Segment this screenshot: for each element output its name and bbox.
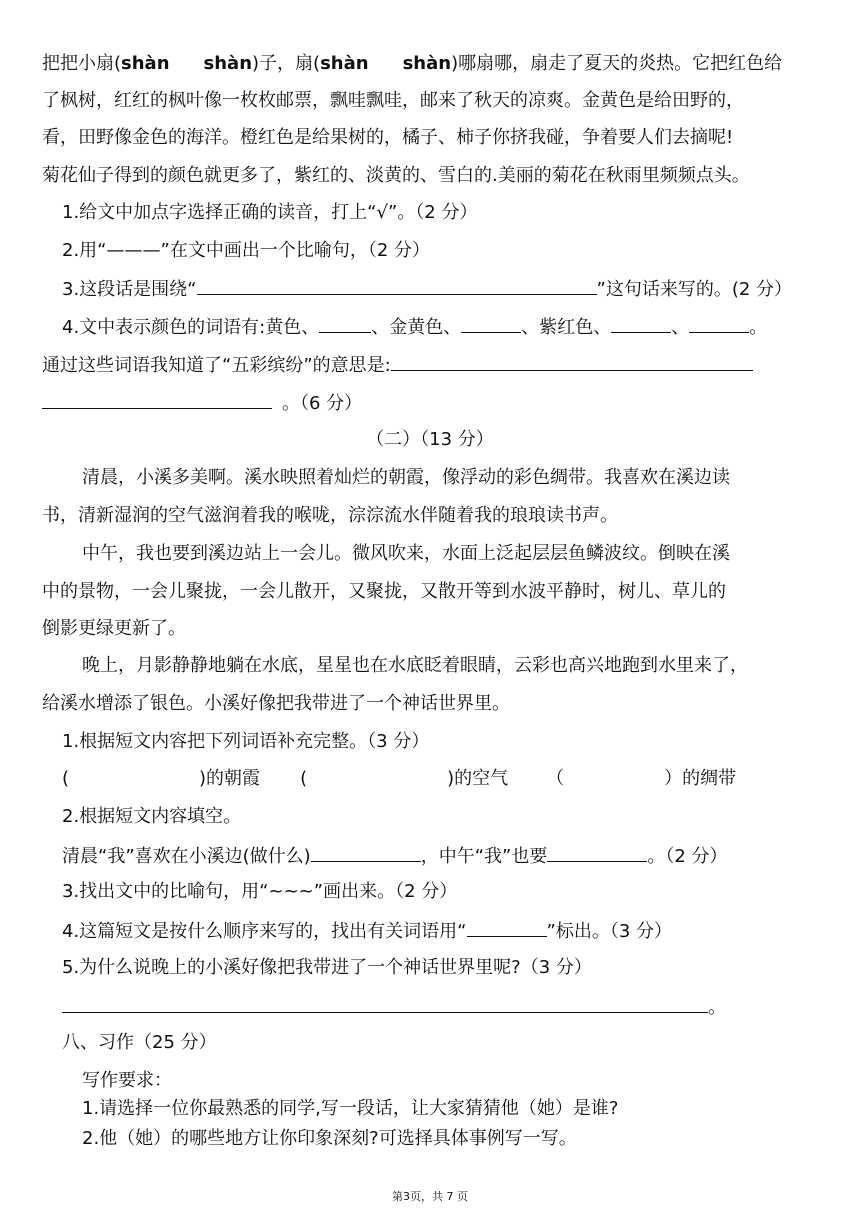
question-1-2: 2.用“———”在文中画出一个比喻句，（2 分） xyxy=(62,240,430,261)
question-2-4: 4.这篇短文是按什么顺序来写的，找出有关词语用“ ”标出。（3 分） xyxy=(62,918,842,944)
question-2-5: 5.为什么说晚上的小溪好像把我带进了一个神话世界里呢?（3 分） xyxy=(62,957,592,978)
passage1-line2: 了枫树，红红的枫叶像一枚枚邮票，飘哇飘哇，邮来了秋天的凉爽。金黄色是给田野的， xyxy=(42,90,744,111)
passage2-p3-line1: 晚上，月影静静地躺在水底，星星也在水底眨着眼睛，云彩也高兴地跑到水里来了， xyxy=(82,655,748,676)
question-2-1-blanks: ( )的朝霞 ( )的空气 （ ）的绸带 xyxy=(62,768,737,789)
writing-requirements-label: 写作要求： xyxy=(82,1070,172,1091)
answer-blank[interactable] xyxy=(62,994,708,1013)
answer-blank[interactable] xyxy=(197,276,597,295)
passage1-line4: 菊花仙子得到的颜色就更多了，紫红的、淡黄的、雪白的.美丽的菊花在秋雨里频频点头。 xyxy=(42,165,750,186)
passage2-p1-line1: 清晨，小溪多美啊。溪水映照着灿烂的朝霞，像浮动的彩色绸带。我喜欢在溪边读 xyxy=(82,467,730,488)
question-2-2-fill: 清晨“我”喜欢在小溪边(做什么) ，中午“我”也要 。（2 分） xyxy=(62,843,842,869)
answer-blank[interactable] xyxy=(547,843,647,862)
question-1-1: 1.给文中加点字选择正确的读音，打上“√”。（2 分） xyxy=(62,202,478,223)
passage2-p2-line1: 中午，我也要到溪边站上一会儿。微风吹来，水面上泛起层层鱼鳞波纹。倒映在溪 xyxy=(82,543,730,564)
passage1-line1: 把把小扇(shàn shàn)子，扇(shàn shàn)哪扇哪，扇走了夏天的炎热。它把红色给 xyxy=(42,53,783,74)
section-2-heading: （二）（13 分） xyxy=(366,429,494,450)
section-8-heading: 八、习作（25 分） xyxy=(62,1032,217,1053)
answer-blank[interactable] xyxy=(611,314,671,333)
question-1-3: 3.这段话是围绕“ ”这句话来写的。(2 分） xyxy=(62,276,842,302)
passage2-p2-line2: 中的景物，一会儿聚拢，一会儿散开，又聚拢，又散开等到水波平静时，树儿、草儿的 xyxy=(42,581,726,602)
answer-blank[interactable] xyxy=(311,843,421,862)
question-2-1: 1.根据短文内容把下列词语补充完整。（3 分） xyxy=(62,731,430,752)
question-1-4-line3: 。（6 分） xyxy=(42,390,822,416)
passage1-line3: 看，田野像金色的海洋。橙红色是给果树的，橘子、柿子你挤我碰，争着要人们去摘呢! xyxy=(42,127,734,148)
question-2-5-answer: 。 xyxy=(62,994,842,1020)
page-footer: 第3页，共 7 页 xyxy=(392,1190,468,1203)
answer-blank[interactable] xyxy=(689,314,749,333)
answer-blank[interactable] xyxy=(42,390,272,409)
question-2-3: 3.找出文中的比喻句，用“~~~”画出来。（2 分） xyxy=(62,881,458,902)
passage2-p1-line2: 书，清新湿润的空气滋润着我的喉咙，淙淙流水伴随着我的琅琅读书声。 xyxy=(42,505,618,526)
answer-blank[interactable] xyxy=(461,314,521,333)
passage2-p3-line2: 给溪水增添了银色。小溪好像把我带进了一个神话世界里。 xyxy=(42,693,510,714)
question-1-4: 4.文中表示颜色的词语有:黄色、 、金黄色、 、紫红色、 、 。 xyxy=(62,314,842,340)
answer-blank[interactable] xyxy=(391,352,753,371)
question-2-2: 2.根据短文内容填空。 xyxy=(62,806,242,827)
question-1-4-line2: 通过这些词语我知道了“五彩缤纷”的意思是: xyxy=(42,352,822,378)
writing-requirement-1: 1.请选择一位你最熟悉的同学,写一段话，让大家猜猜他（她）是谁? xyxy=(82,1098,619,1119)
writing-requirement-2: 2.他（她）的哪些地方让你印象深刻?可选择具体事例写一写。 xyxy=(82,1128,577,1149)
answer-blank[interactable] xyxy=(467,918,547,937)
passage2-p2-line3: 倒影更绿更新了。 xyxy=(42,618,186,639)
answer-blank[interactable] xyxy=(319,314,371,333)
